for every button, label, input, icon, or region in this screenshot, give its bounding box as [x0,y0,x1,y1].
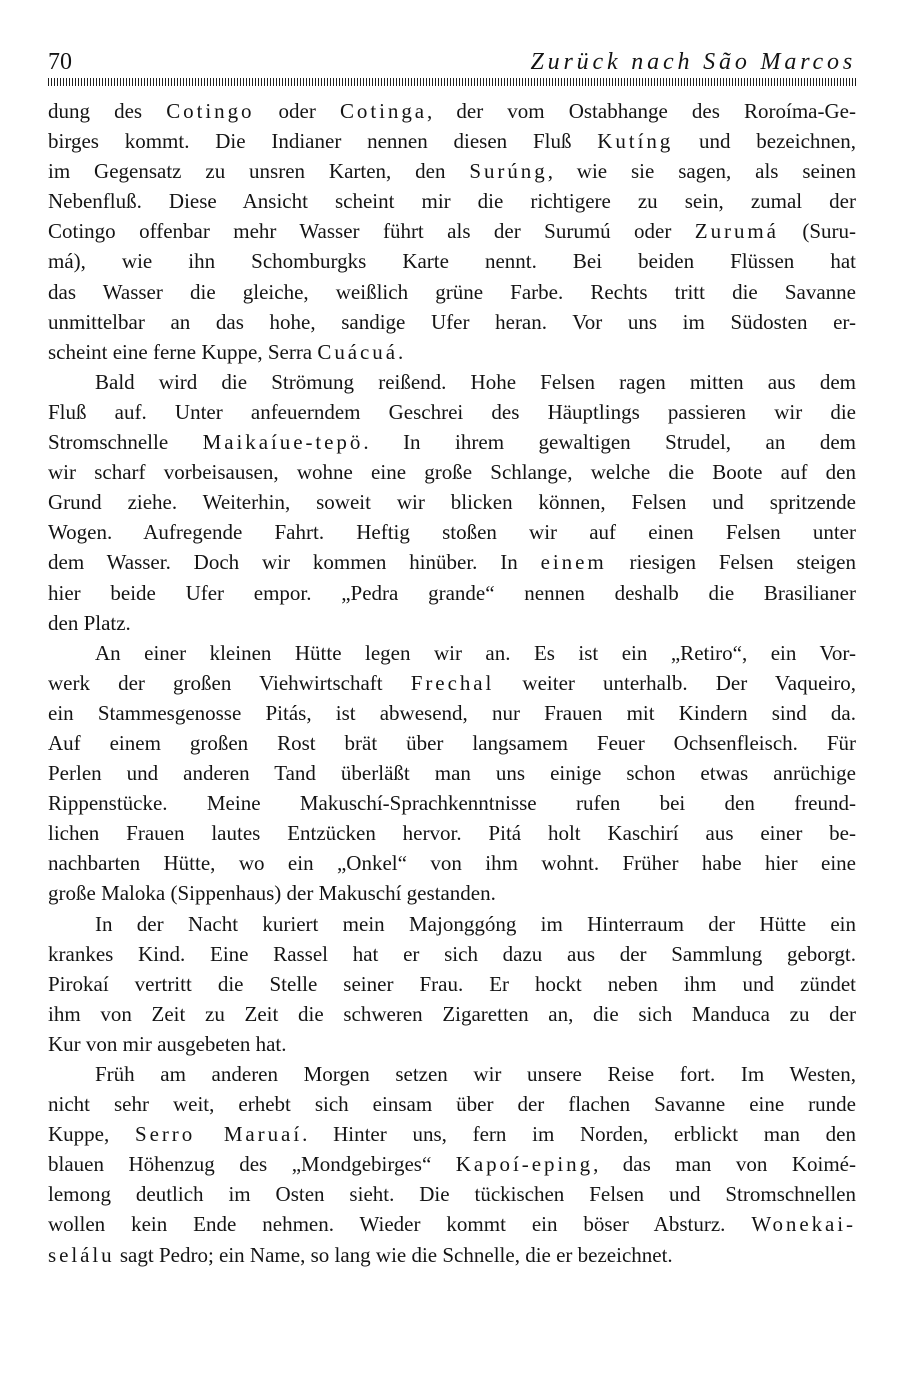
text-run: Grund ziehe. Weiterhin, soweit wir blicken können, Felsen und spritzende [48,490,856,515]
text-run: hier beide Ufer empor. „Pedra grande“ nennen deshalb die Brasilianer [48,580,856,605]
text-run: Stromschnelle [48,430,203,455]
spaced-term: Frechal [410,670,495,695]
text-line [48,367,856,397]
spaced-term: Cotingo [166,99,255,123]
text-run: ein Stammesgenosse Pitás, ist abwesend, nur Frauen mit Kindern sind da. [48,700,856,725]
text-run: scheint eine ferne Kuppe, Serra [48,339,318,364]
text-line [48,999,856,1029]
spaced-term: Zurumá [694,219,779,244]
text-line [48,969,856,999]
text-run: Fluß auf. Unter anfeuerndem Geschrei des Häuptlings passieren wir die [48,399,856,424]
spaced-term: Surúng [469,159,548,184]
text-run: , wie sie sagen, als seinen [547,159,856,184]
text-line [48,1240,856,1270]
paragraph [48,96,856,367]
text-run: Wogen. Aufregende Fahrt. Heftig stoßen wir auf einen Felsen unter [48,520,856,545]
spaced-term: einem [540,550,607,575]
running-head [48,48,856,76]
text-run: blauen Höhenzug des „Mondgebirges“ [48,1152,456,1177]
text-run: unmittelbar an das hohe, sandige Ufer heran. Vor uns im Südosten er- [48,309,856,334]
text-line [48,186,856,216]
text-run: lemong deutlich im Osten sieht. Die tückischen Felsen und Stromschnellen [48,1182,856,1207]
text-run: dung des [48,99,167,123]
text-line [48,578,856,608]
text-run: sagt Pedro; ein Name, so lang wie die Schnelle, die er bezeichnet. [114,1242,673,1267]
text-run: krankes Kind. Eine Rassel hat er sich dazu aus der Sammlung geborgt. [48,941,856,966]
text-line [48,1029,856,1059]
book-page [48,48,856,1270]
paragraph [48,367,856,638]
running-title: Zurück nach São Marcos [530,49,856,75]
spaced-term: Wonekai- [751,1212,856,1237]
page-number: 70 [48,49,72,75]
text-line [48,1089,856,1119]
text-line [48,517,856,547]
text-line [48,427,856,457]
text-run: Rippenstücke. Meine Makuschí-Sprachkenntnisse rufen bei den freund- [48,791,856,816]
text-line [48,668,856,698]
text-run: oder [254,99,340,123]
text-run: Auf einem großen Rost brät über langsamem Feuer Ochsenfleisch. Für [48,730,856,755]
text-run: werk der großen Viehwirtschaft [48,670,411,695]
paragraph [48,909,856,1059]
text-line [48,126,856,156]
paragraph [48,638,856,909]
header-rule [48,78,856,86]
text-run: Cotingo offenbar mehr Wasser führt als der Surumú oder [48,219,695,244]
text-run: Kur von mir ausgebeten hat. [48,1031,287,1056]
text-run: nicht sehr weit, erhebt sich einsam über der flachen Savanne eine runde [48,1092,856,1117]
spaced-term: Cuácuá [317,339,398,364]
text-run: An einer kleinen Hütte legen wir an. Es ist ein „Retiro“, ein Vor- [95,640,856,665]
spaced-term: Kapoí-eping [455,1152,594,1177]
text-run: weiter unterhalb. Der Vaqueiro, [494,670,856,695]
text-run: das Wasser die gleiche, weißlich grüne Farbe. Rechts tritt die Savanne [48,279,856,304]
text-run: . [398,339,404,364]
text-run: Bald wird die Strömung reißend. Hohe Felsen ragen mitten aus dem [95,369,856,394]
text-run: wollen kein Ende nehmen. Wieder kommt ein böser Absturz. [48,1212,752,1237]
text-line [48,487,856,517]
text-line [48,96,856,126]
text-line [48,547,856,577]
text-line [48,909,856,939]
text-run: den Platz. [48,610,131,635]
spaced-term: selálu [48,1242,115,1267]
text-run: Früh am anderen Morgen setzen wir unsere Reise fort. Im Westen, [95,1062,856,1086]
text-run: große Maloka (Sippenhaus) der Makuschí gestanden. [48,881,496,906]
text-run: Perlen und anderen Tand überläßt man uns einige schon etwas anrüchige [48,761,856,786]
text-run: Pirokaí vertritt die Stelle seiner Frau. Er hockt neben ihm und zündet [48,971,856,996]
text-run: nachbarten Hütte, wo ein „Onkel“ von ihm wohnt. Früher habe hier eine [48,851,856,876]
paragraph [48,1059,856,1270]
text-run: . Hinter uns, fern im Norden, erblickt man den [302,1122,856,1147]
text-run: ihm von Zeit zu Zeit die schweren Zigaretten an, die sich Manduca zu der [48,1001,856,1026]
text-run: und bezeichnen, [673,129,856,154]
text-run: , das man von Koimé- [593,1152,856,1177]
text-line [48,1119,856,1149]
text-line [48,788,856,818]
text-line [48,156,856,186]
text-line [48,939,856,969]
text-line [48,878,856,908]
text-line [48,638,856,668]
text-line [48,818,856,848]
text-line [48,457,856,487]
text-line [48,337,856,367]
text-line [48,1149,856,1179]
text-run: wir scharf vorbeisausen, wohne eine große Schlange, welche die Boote auf den [48,460,856,485]
text-run: Nebenfluß. Diese Ansicht scheint mir die richtigere zu sein, zumal der [48,189,856,214]
text-line [48,246,856,276]
text-run: , der vom Ostabhange des Roroíma-Ge- [427,99,856,123]
text-run: má), wie ihn Schomburgks Karte nennt. Bei beiden Flüssen hat [48,249,856,274]
text-run: lichen Frauen lautes Entzücken hervor. Pitá holt Kaschirí aus einer be- [48,821,856,846]
text-line [48,1209,856,1239]
text-line [48,848,856,878]
text-line [48,758,856,788]
text-run: Kuppe, [48,1122,135,1147]
text-line [48,397,856,427]
text-line [48,216,856,246]
text-line [48,698,856,728]
text-line [48,1059,856,1089]
text-run: dem Wasser. Doch wir kommen hinüber. In [48,550,541,575]
text-run: birges kommt. Die Indianer nennen diesen Fluß [48,129,598,154]
text-line [48,277,856,307]
text-run: In der Nacht kuriert mein Majonggóng im Hinterraum der Hütte ein [95,911,856,936]
text-line [48,728,856,758]
text-run: im Gegensatz zu unsren Karten, den [48,159,470,184]
spaced-term: Cotinga [339,99,428,123]
body-text [48,96,856,1270]
text-run: riesigen Felsen steigen [606,550,856,575]
spaced-term: Maikaíue-tepö [202,430,364,455]
text-run: (Suru- [778,219,856,244]
text-line [48,1179,856,1209]
text-line [48,307,856,337]
spaced-term: Kutíng [597,129,674,154]
text-line [48,608,856,638]
spaced-term: Serro Maruaí [134,1122,303,1147]
text-run: . In ihrem gewaltigen Strudel, an dem [363,430,856,455]
